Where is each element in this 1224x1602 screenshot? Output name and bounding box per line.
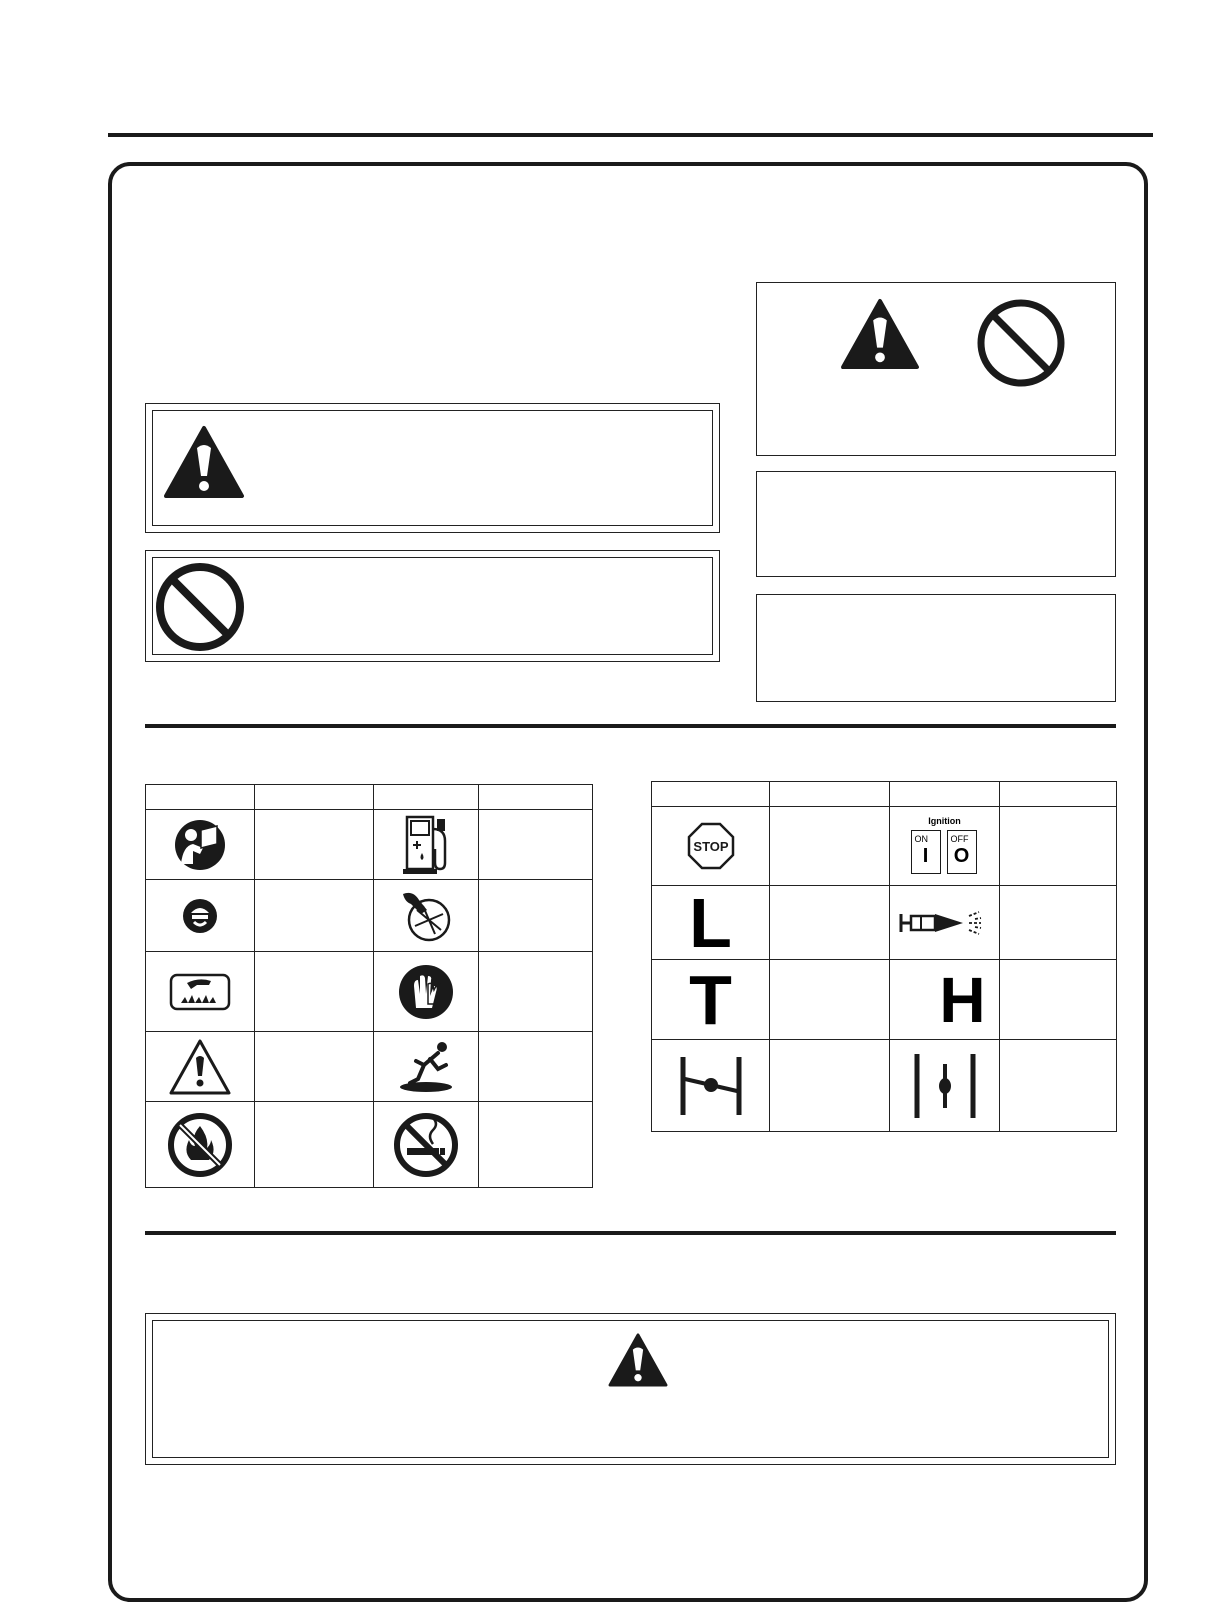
warning-triangle-icon <box>607 1332 669 1388</box>
prohibition-circle-icon <box>975 297 1067 389</box>
section-rule <box>145 724 1116 728</box>
stop-sign-text: STOP <box>692 839 729 854</box>
letter-t: T <box>689 960 732 1039</box>
letter-h-icon <box>890 960 1000 1040</box>
control-symbols-table <box>651 781 1117 1132</box>
letter-t-icon <box>652 960 770 1040</box>
letter-h: H <box>939 963 986 1036</box>
warning-triangle-icon <box>162 424 246 500</box>
primer-spray-icon <box>890 886 1000 960</box>
section-rule <box>145 1231 1116 1235</box>
slip-fall-icon <box>374 1032 479 1102</box>
ignition-on-label: ON <box>914 834 928 844</box>
no-smoking-icon <box>374 1102 479 1188</box>
choke-open-icon <box>890 1040 1000 1132</box>
ignition-title: Ignition <box>928 816 961 826</box>
prohibition-notice-box <box>145 550 720 662</box>
wear-gloves-icon <box>374 952 479 1032</box>
stop-sign-icon <box>652 807 770 886</box>
warning-notice-box <box>145 403 720 533</box>
symbol-legend-box <box>756 282 1116 456</box>
letter-l: L <box>689 883 732 962</box>
caution-triangle-icon <box>146 1032 255 1102</box>
warning-triangle-icon <box>839 297 921 371</box>
read-manual-icon <box>146 810 255 880</box>
head-eye-ear-protection-icon <box>146 880 255 952</box>
important-box <box>756 594 1116 702</box>
top-rule <box>108 133 1153 137</box>
no-open-flame-icon <box>146 1102 255 1188</box>
ignition-switch-icon <box>890 807 1000 886</box>
choke-closed-icon <box>652 1040 770 1132</box>
ignition-on-mark: I <box>922 845 929 867</box>
letter-l-icon <box>652 883 770 962</box>
ignition-off-label: OFF <box>950 834 969 844</box>
bottom-warning-box <box>145 1313 1116 1465</box>
hot-surface-hand-icon <box>146 952 255 1032</box>
ignition-off-mark: O <box>953 845 970 867</box>
hand-in-blade-icon <box>374 880 479 952</box>
safety-symbols-table <box>145 784 593 1188</box>
fuel-pump-icon <box>374 810 479 880</box>
prohibition-circle-icon <box>154 561 246 653</box>
note-box <box>756 471 1116 577</box>
